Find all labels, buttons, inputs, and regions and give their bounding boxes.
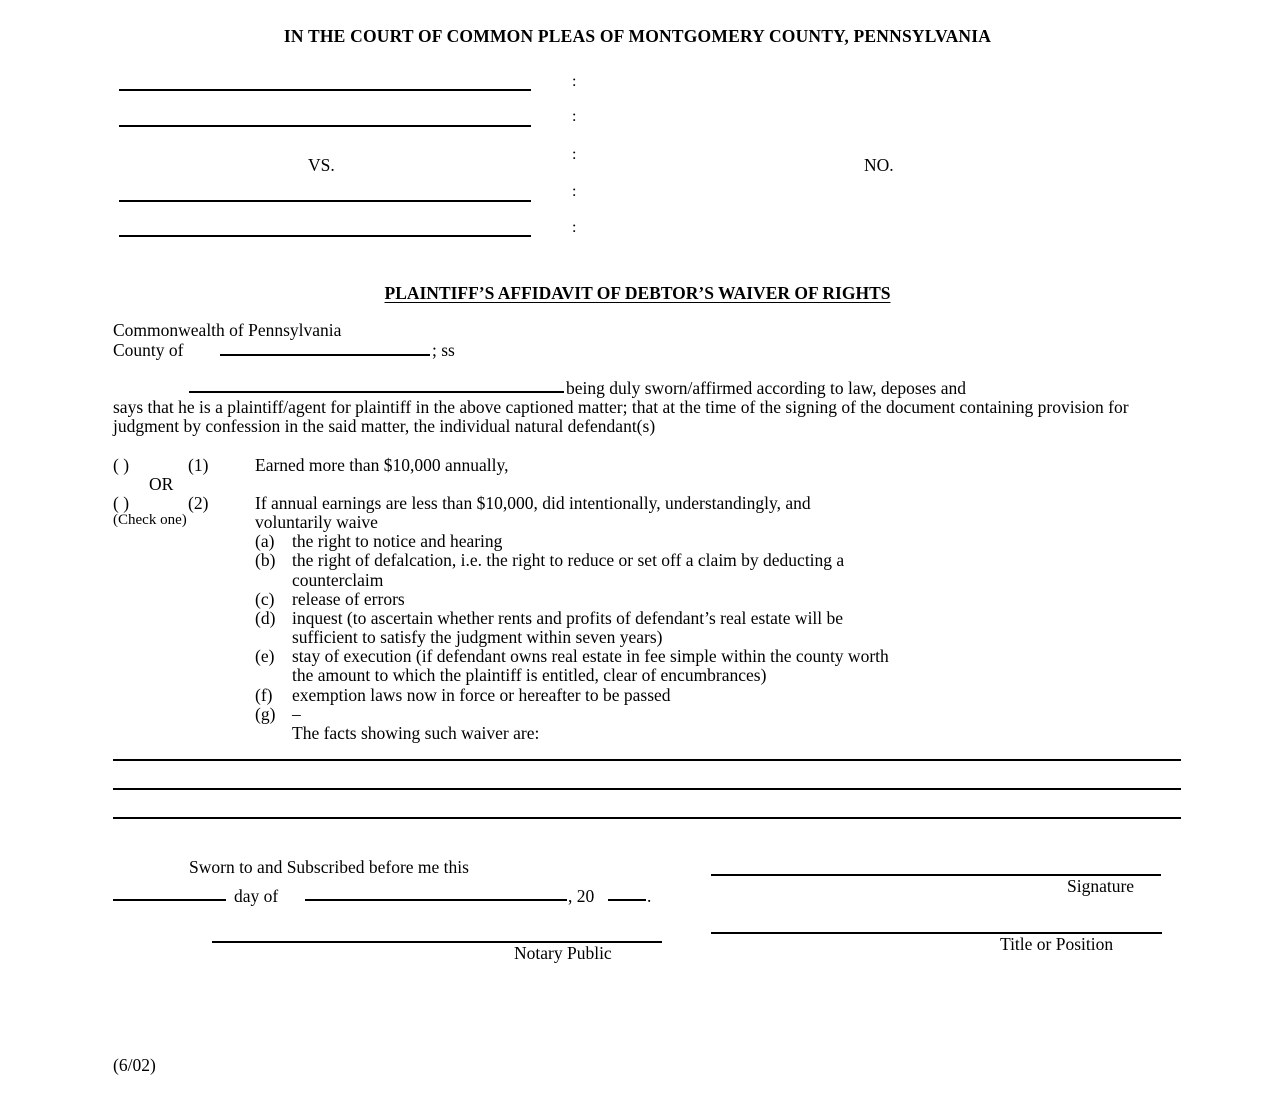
option1-checkbox[interactable]: ( ): [113, 455, 130, 475]
venue-ss: ; ss: [432, 340, 455, 360]
sworn-text: Sworn to and Subscribed before me this: [189, 857, 469, 877]
right-text-continued: counterclaim: [292, 570, 384, 590]
affidavit-body: says that he is a plaintiff/agent for plaintiff in the above captioned matter; that at the time of the signing of the document containing provision for judgment by confession in the said matter, the individual natural defendant(s): [113, 397, 1129, 436]
caption-colon: :: [572, 146, 577, 163]
option1-number: (1): [188, 455, 209, 475]
plaintiff-name-line-2[interactable]: [119, 125, 531, 127]
right-label: (g): [255, 704, 276, 724]
option2-number: (2): [188, 493, 209, 513]
or-label: OR: [149, 474, 174, 494]
right-label: (f): [255, 685, 273, 705]
option2-checkbox[interactable]: ( ): [113, 493, 130, 513]
year-prefix: , 20: [568, 886, 595, 906]
right-text: inquest (to ascertain whether rents and profits of defendant’s real estate will be: [292, 608, 844, 628]
option2-text-line2: voluntarily waive: [255, 512, 378, 532]
option2-text-line1: If annual earnings are less than $10,000, did intentionally, understandingly, and: [255, 493, 811, 513]
year-field[interactable]: [608, 899, 646, 901]
defendant-name-line-2[interactable]: [119, 235, 531, 237]
signature-label: Signature: [1067, 876, 1135, 896]
right-text: release of errors: [292, 589, 405, 609]
right-text-continued: the amount to which the plaintiff is entitled, clear of encumbrances): [292, 665, 767, 685]
day-of-label: day of: [234, 886, 279, 906]
plaintiff-name-line-1[interactable]: [119, 89, 531, 91]
court-title: IN THE COURT OF COMMON PLEAS OF MONTGOMERY COUNTY, PENNSYLVANIA: [283, 26, 992, 46]
facts-line-3[interactable]: [113, 817, 1181, 819]
facts-line-2[interactable]: [113, 788, 1181, 790]
form-revision: (6/02): [113, 1055, 156, 1075]
form-title: PLAINTIFF’S AFFIDAVIT OF DEBTOR’S WAIVER OF RIGHTS: [384, 283, 891, 303]
right-text: the right to notice and hearing: [292, 531, 503, 551]
facts-line-1[interactable]: [113, 759, 1181, 761]
right-text-continued: sufficient to satisfy the judgment within seven years): [292, 627, 663, 647]
title-position-label: Title or Position: [1000, 934, 1114, 954]
month-field[interactable]: [305, 899, 567, 901]
day-field[interactable]: [113, 899, 226, 901]
right-label: (c): [255, 589, 275, 609]
right-label: (e): [255, 646, 275, 666]
right-text: –: [292, 704, 301, 724]
right-text: exemption laws now in force or hereafter to be passed: [292, 685, 671, 705]
caption-colon: :: [572, 219, 577, 236]
caption-colon: :: [572, 108, 577, 125]
venue-commonwealth: Commonwealth of Pennsylvania: [113, 320, 342, 340]
option1-text: Earned more than $10,000 annually,: [255, 455, 509, 475]
county-name-field[interactable]: [220, 354, 430, 356]
affidavit-first-line: being duly sworn/affirmed according to law, deposes and: [566, 378, 966, 398]
caption-colon: :: [572, 183, 577, 200]
right-text: stay of execution (if defendant owns real estate in fee simple within the county worth: [292, 646, 889, 666]
check-one-note: (Check one): [113, 512, 187, 528]
year-suffix: .: [647, 886, 652, 906]
right-label: (a): [255, 531, 275, 551]
caption-colon: :: [572, 73, 577, 90]
right-label: (d): [255, 608, 276, 628]
right-text: the right of defalcation, i.e. the right to reduce or set off a claim by deducting a: [292, 550, 845, 570]
venue-county-label: County of: [113, 340, 184, 360]
right-label: (b): [255, 550, 276, 570]
vs-label: VS.: [308, 155, 335, 175]
affiant-name-field[interactable]: [189, 391, 564, 393]
case-number-label: NO.: [864, 155, 894, 175]
notary-public-label: Notary Public: [514, 943, 612, 963]
facts-label: The facts showing such waiver are:: [292, 723, 540, 743]
defendant-name-line-1[interactable]: [119, 200, 531, 202]
